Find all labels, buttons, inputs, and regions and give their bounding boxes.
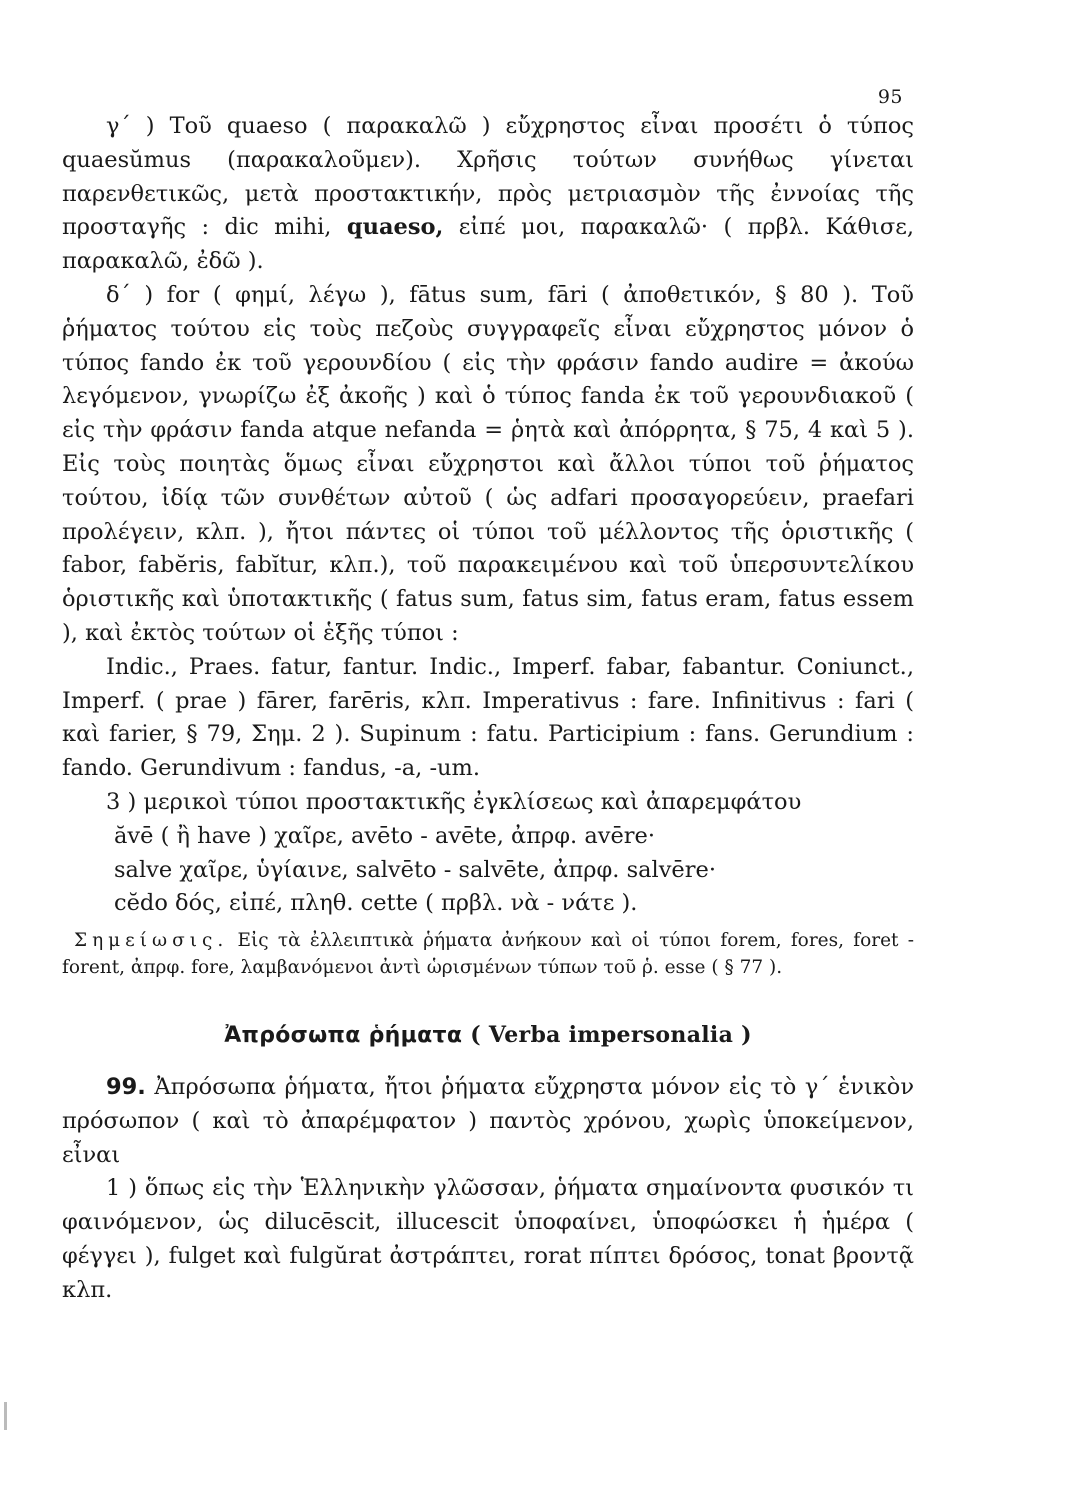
list-item-salve: salve χαῖρε, ὑγίαινε, salvēto - salvēte, ἀπρφ. salvēre· [114,856,716,883]
gamma-text-2: εἰπέ μοι, παρακαλῶ· ( πρβλ. Κάθισε, παρακαλῶ, ἐδῶ ). [62,214,914,275]
list-item-ave: ăvē ( ἢ have ) χαῖρε, avēto - avēte, ἀπρφ. avēre· [114,822,655,849]
gamma-text-1: γ΄ ) Τοῦ quaeso ( παρακαλῶ ) εὔχρηστος εἶναι προσέτι ὁ τύπος quaesŭmus (παρακαλοῦμεν). Χρῆσις τούτων συνήθως γίνεται παρενθετικῶς, μετὰ προστακτικήν, πρὸς μετριασμὸν τῆς ἐννοίας τῆς προσταγῆς : dic mihi, [62,113,914,241]
paragraph-forms: Indic., Praes. fatur, fantur. Indic., Imperf. fabar, fabantur. Coniunct., Imperf. ( prae ) fārer, farēris, κλπ. Imperativus : fare. Infinitivus : fari ( καὶ farier, § 79, Σημ. 2 ). Supinum : fatu. Participium : fans. Gerundium : fando. Gerundivum : fandus, -a, -um. [62,653,914,782]
section-99-text: Ἀπρόσωπα ῥήματα, ἤτοι ῥήματα εὔχρηστα μόνον εἰς τὸ γ΄ ἑνικὸν πρόσωπον ( καὶ τὸ ἀπαρέμφατον ) παντὸς χρόνου, χωρὶς ὑποκείμενον, εἶναι [62,1073,914,1168]
page-number: 95 [877,86,903,108]
imperative-forms-list [62,786,914,921]
note-text: Εἰς τὰ ἐλλειπτικὰ ῥήματα ἀνήκουν καὶ οἱ τύποι forem, fores, foret - forent, ἀπρφ. fore, λαμβανόμενοι ἀντὶ ὡρισμένων τύπων τοῦ ῥ. esse ( § 77 ). [62,930,914,979]
note-label: Σημείωσις. [74,930,229,952]
paragraph-delta: δ΄ ) for ( φημί, λέγω ), fātus sum, fāri ( ἀποθετικόν, § 80 ). Τοῦ ῥήματος τούτου εἰς τοὺς πεζοὺς συγγραφεῖς εἶναι εὔχρηστος μόνον ὁ τύπος fando ἐκ τοῦ γερουνδίου ( εἰς τὴν φράσιν fando audire = ἀκούω λεγόμενον, γνωρίζω ἐξ ἀκοῆς ) καὶ ὁ τύπος fanda ἐκ τοῦ γερουνδιακοῦ ( εἰς τὴν φράσιν fanda atque nefanda = ῥητὰ καὶ ἀπόρρητα, § 75, 4 καὶ 5 ). Εἰς τοὺς ποιητὰς ὅμως εἶναι εὔχρηστοι καὶ ἄλλοι τύποι τοῦ ῥήματος τούτου, ἰδίᾳ τῶν συνθέτων αὐτοῦ ( ὡς adfari προσαγορεύειν, praefari προλέγειν, κλπ. ), ἤτοι πάντες οἱ τύποι τοῦ μέλλοντος τῆς ὁριστικῆς ( fabor, fabĕris, fabĭtur, κλπ.), τοῦ παρακειμένου καὶ τοῦ ὑπερσυντελίκου ὁριστικῆς καὶ ὑποτακτικῆς ( fatus sum, fatus sim, fatus eram, fatus essem ), καὶ ἐκτὸς τούτων οἱ ἑξῆς τύποι : [62,281,914,646]
heading-latin: ( Verba impersonalia ) [462,1022,752,1049]
section-number: 99. [106,1073,146,1100]
list-item-cedo: cĕdo δός, εἰπέ, πληθ. cette ( πρβλ. νὰ - νάτε ). [114,890,638,917]
heading-greek: Ἀπρόσωπα ῥήματα [224,1023,463,1049]
scan-margin-mark [4,1402,7,1430]
section-heading [62,1019,914,1053]
gamma-bold-quaeso: quaeso, [346,214,444,241]
paragraph-gamma [62,110,914,279]
paragraph-99 [62,1071,914,1172]
note-paragraph [62,927,914,981]
list-heading-3: 3 ) μερικοὶ τύποι προστακτικῆς ἐγκλίσεως καὶ ἀπαρεμφάτου [106,788,802,815]
paragraph-item-1: 1 ) ὅπως εἰς τὴν Ἑλληνικὴν γλῶσσαν, ῥήματα σημαίνοντα φυσικόν τι φαινόμενον, ὡς dilucēscit, illucescit ὑποφαίνει, ὑποφώσκει ἡ ἡμέρα ( φέγγει ), fulget καὶ fulgŭrat ἀστράπτει, rorat πίπτει δρόσος, tonat βροντᾷ κλπ. [62,1175,914,1303]
page-body [62,110,914,1308]
